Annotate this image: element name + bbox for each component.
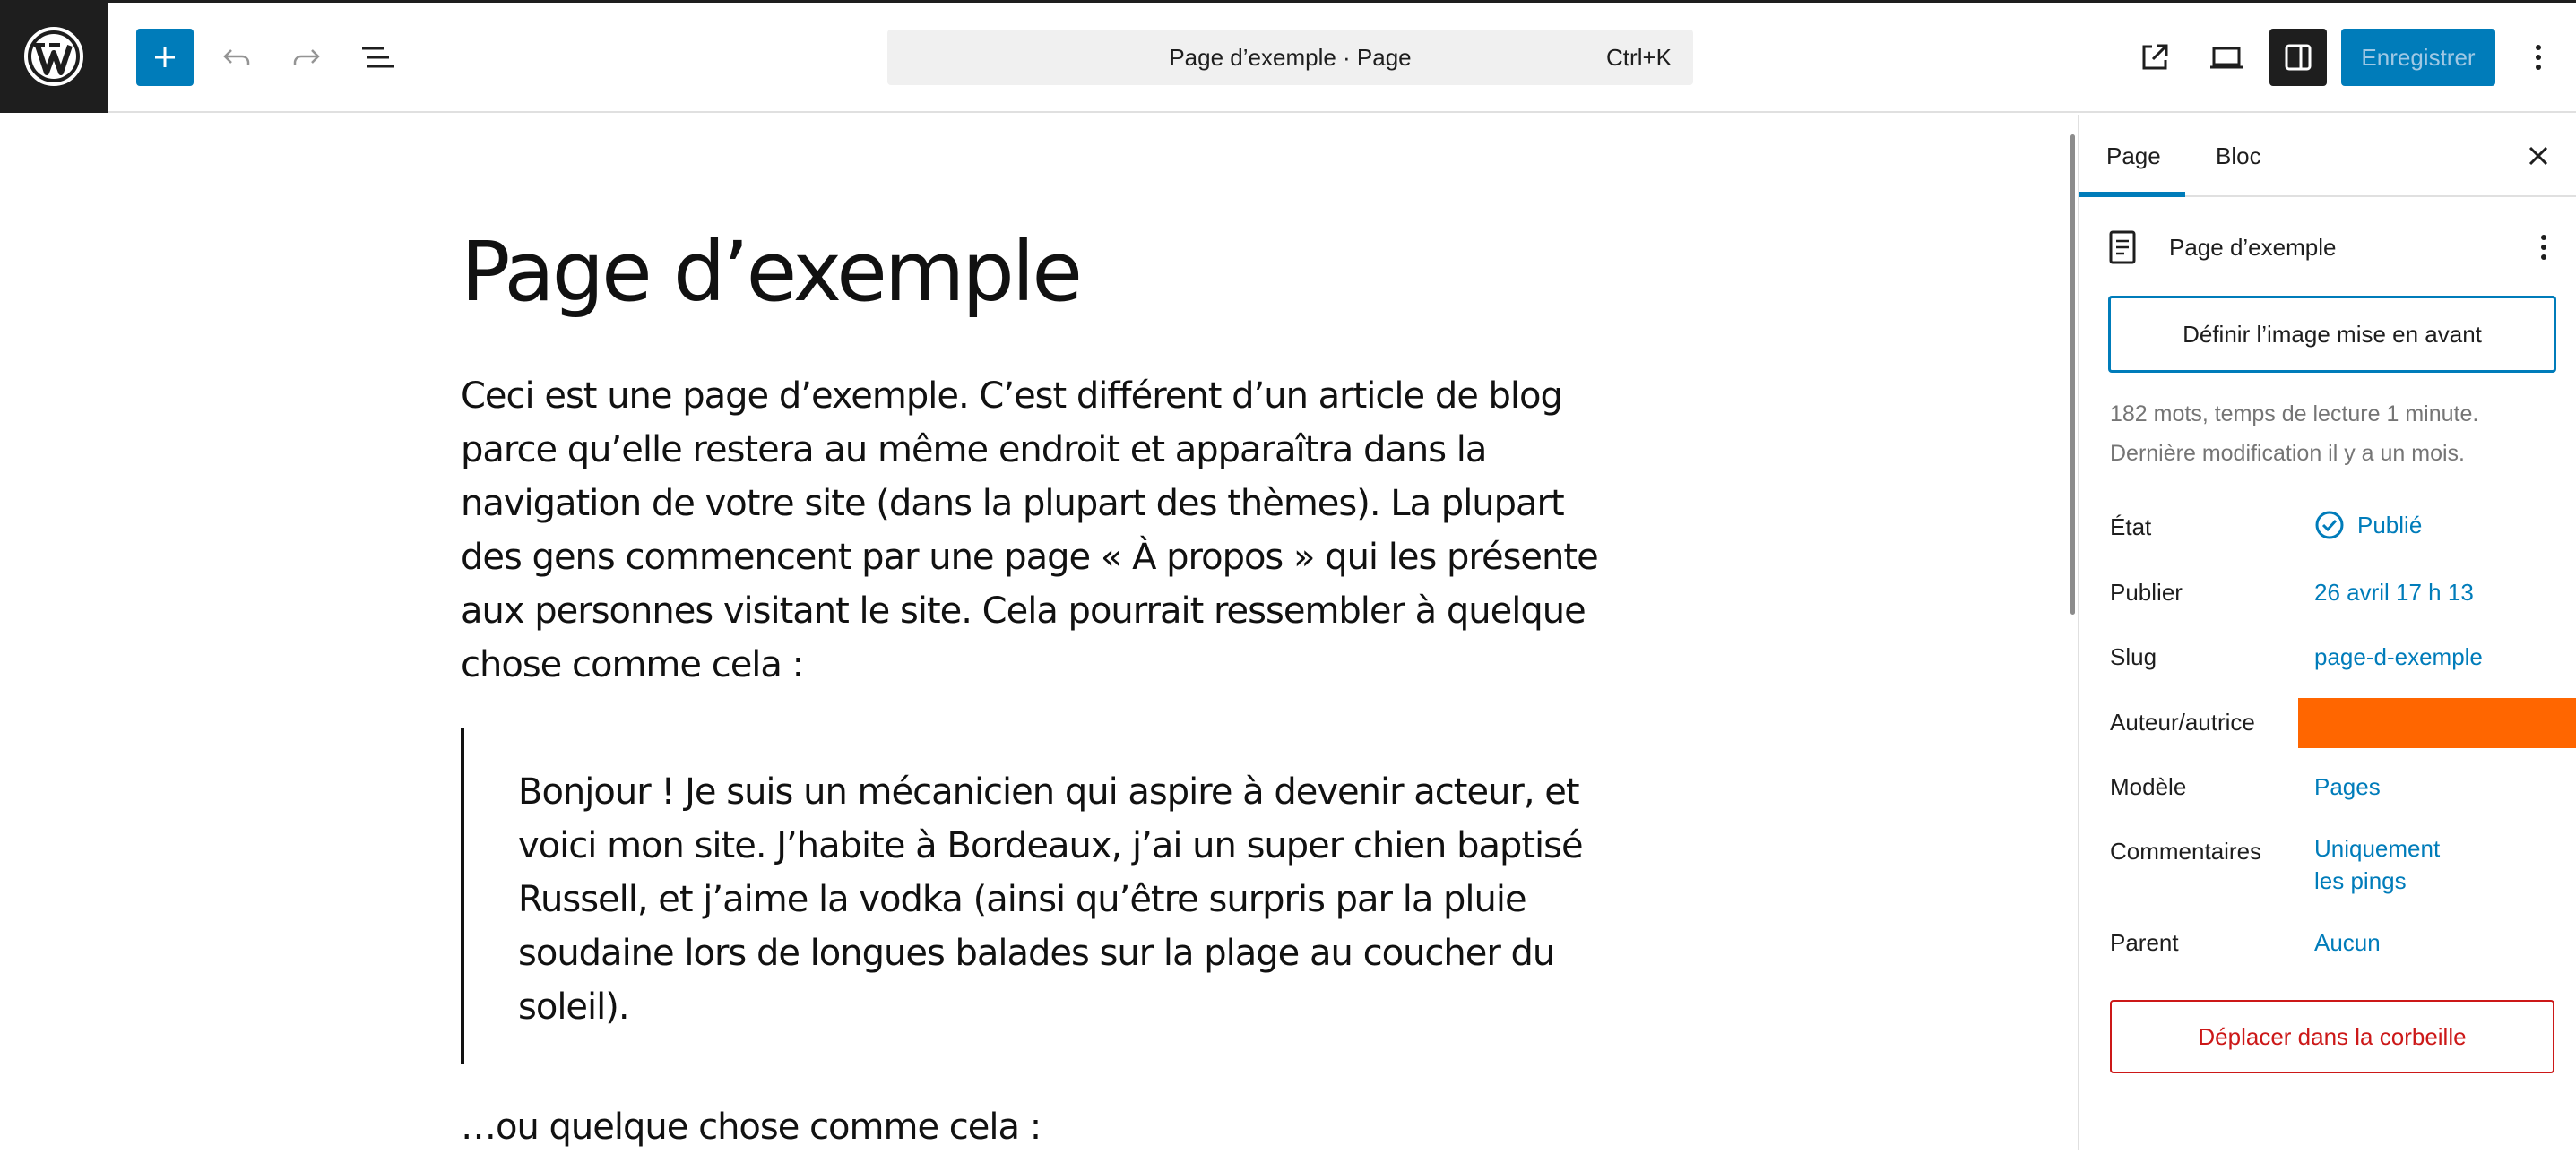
- publish-label: Publier: [2110, 579, 2183, 606]
- undo-icon: [220, 41, 253, 73]
- editor-header: [0, 0, 2576, 113]
- quote-block[interactable]: [461, 728, 1626, 1064]
- parent-label: Parent: [2110, 929, 2179, 956]
- comments-label: Commentaires: [2110, 838, 2262, 865]
- paragraph-block[interactable]: …ou quelque chose comme cela :: [461, 1107, 1042, 1148]
- external-link-icon: [2139, 41, 2171, 73]
- redo-icon: [290, 41, 323, 73]
- publish-date-button[interactable]: 26 avril 17 h 13: [2314, 579, 2474, 606]
- redo-button[interactable]: [278, 29, 335, 86]
- quote-text[interactable]: Bonjour ! Je suis un mécanicien qui aspire à devenir acteur, et voici mon site. J’habite à Bordeaux, j’ai un super chien baptisé Russell, et j’aime la vodka (ainsi qu’être surpris par la pluie soudaine lors de longues balades sur la plage au coucher du soleil).: [518, 771, 1583, 1028]
- status-button[interactable]: [2314, 510, 2422, 540]
- slug-button[interactable]: page-d-exemple: [2314, 643, 2483, 670]
- close-icon: [2527, 144, 2550, 168]
- save-button[interactable]: Enregistrer: [2341, 29, 2495, 86]
- sidebar-tabs: [2079, 115, 2576, 197]
- word-count: 182 mots, temps de lecture 1 minute.: [2110, 401, 2479, 426]
- laptop-icon: [2209, 41, 2244, 73]
- move-to-trash-button[interactable]: Déplacer dans la corbeille: [2110, 1000, 2554, 1073]
- author-label: Auteur/autrice: [2110, 709, 2255, 736]
- settings-toggle-button[interactable]: [2269, 29, 2327, 86]
- more-vertical-icon: [2533, 41, 2544, 73]
- list-view-icon: [360, 41, 396, 73]
- document-title: Page d’exemple: [2169, 233, 2337, 261]
- status-label: État: [2110, 513, 2152, 540]
- slug-label: Slug: [2110, 643, 2157, 670]
- tab-page[interactable]: Page: [2106, 142, 2161, 169]
- plus-icon: [152, 45, 177, 70]
- page-icon: [2106, 229, 2139, 265]
- preview-button[interactable]: [2198, 29, 2255, 86]
- list-view-button[interactable]: [350, 29, 407, 86]
- last-modified: Dernière modification il y a un mois.: [2110, 441, 2465, 466]
- set-featured-image-button[interactable]: Définir l’image mise en avant: [2108, 296, 2556, 373]
- settings-sidebar: [2078, 115, 2576, 1150]
- parent-button[interactable]: Aucun: [2314, 929, 2381, 956]
- add-block-button[interactable]: [136, 29, 194, 86]
- published-check-icon: [2314, 510, 2345, 540]
- author-selector[interactable]: [2298, 698, 2576, 748]
- close-sidebar-button[interactable]: [2513, 131, 2563, 181]
- command-palette-bar[interactable]: [887, 30, 1693, 85]
- wordpress-logo-icon[interactable]: [0, 0, 108, 113]
- template-button[interactable]: Pages: [2314, 773, 2381, 800]
- active-tab-indicator: [2079, 192, 2185, 197]
- tab-block[interactable]: Bloc: [2216, 142, 2261, 169]
- view-page-button[interactable]: [2126, 29, 2183, 86]
- canvas-scrollbar[interactable]: [2070, 134, 2075, 615]
- more-vertical-icon: [2539, 232, 2548, 263]
- options-button[interactable]: [2510, 29, 2567, 86]
- document-title: Page d’exemple · Page: [1169, 43, 1412, 71]
- undo-button[interactable]: [208, 29, 265, 86]
- document-summary: [2106, 220, 2563, 274]
- document-actions-button[interactable]: [2524, 228, 2563, 267]
- paragraph-block[interactable]: Ceci est une page d’exemple. C’est différent d’un article de blog parce qu’elle restera au même endroit et apparaîtra dans la navigation de votre site (dans la plupart des thèmes). La plupart des gens commencent par une page « À propos » qui les présente aux personnes visitant le site. Cela pourrait ressembler à quelque chose comme cela :: [461, 375, 1598, 685]
- comments-button[interactable]: Uniquement les pings: [2314, 832, 2458, 897]
- status-value: Publié: [2357, 511, 2423, 538]
- keyboard-shortcut: Ctrl+K: [1606, 43, 1672, 71]
- template-label: Modèle: [2110, 773, 2187, 800]
- sidebar-icon: [2283, 42, 2313, 73]
- post-title[interactable]: Page d’exemple: [461, 224, 1080, 320]
